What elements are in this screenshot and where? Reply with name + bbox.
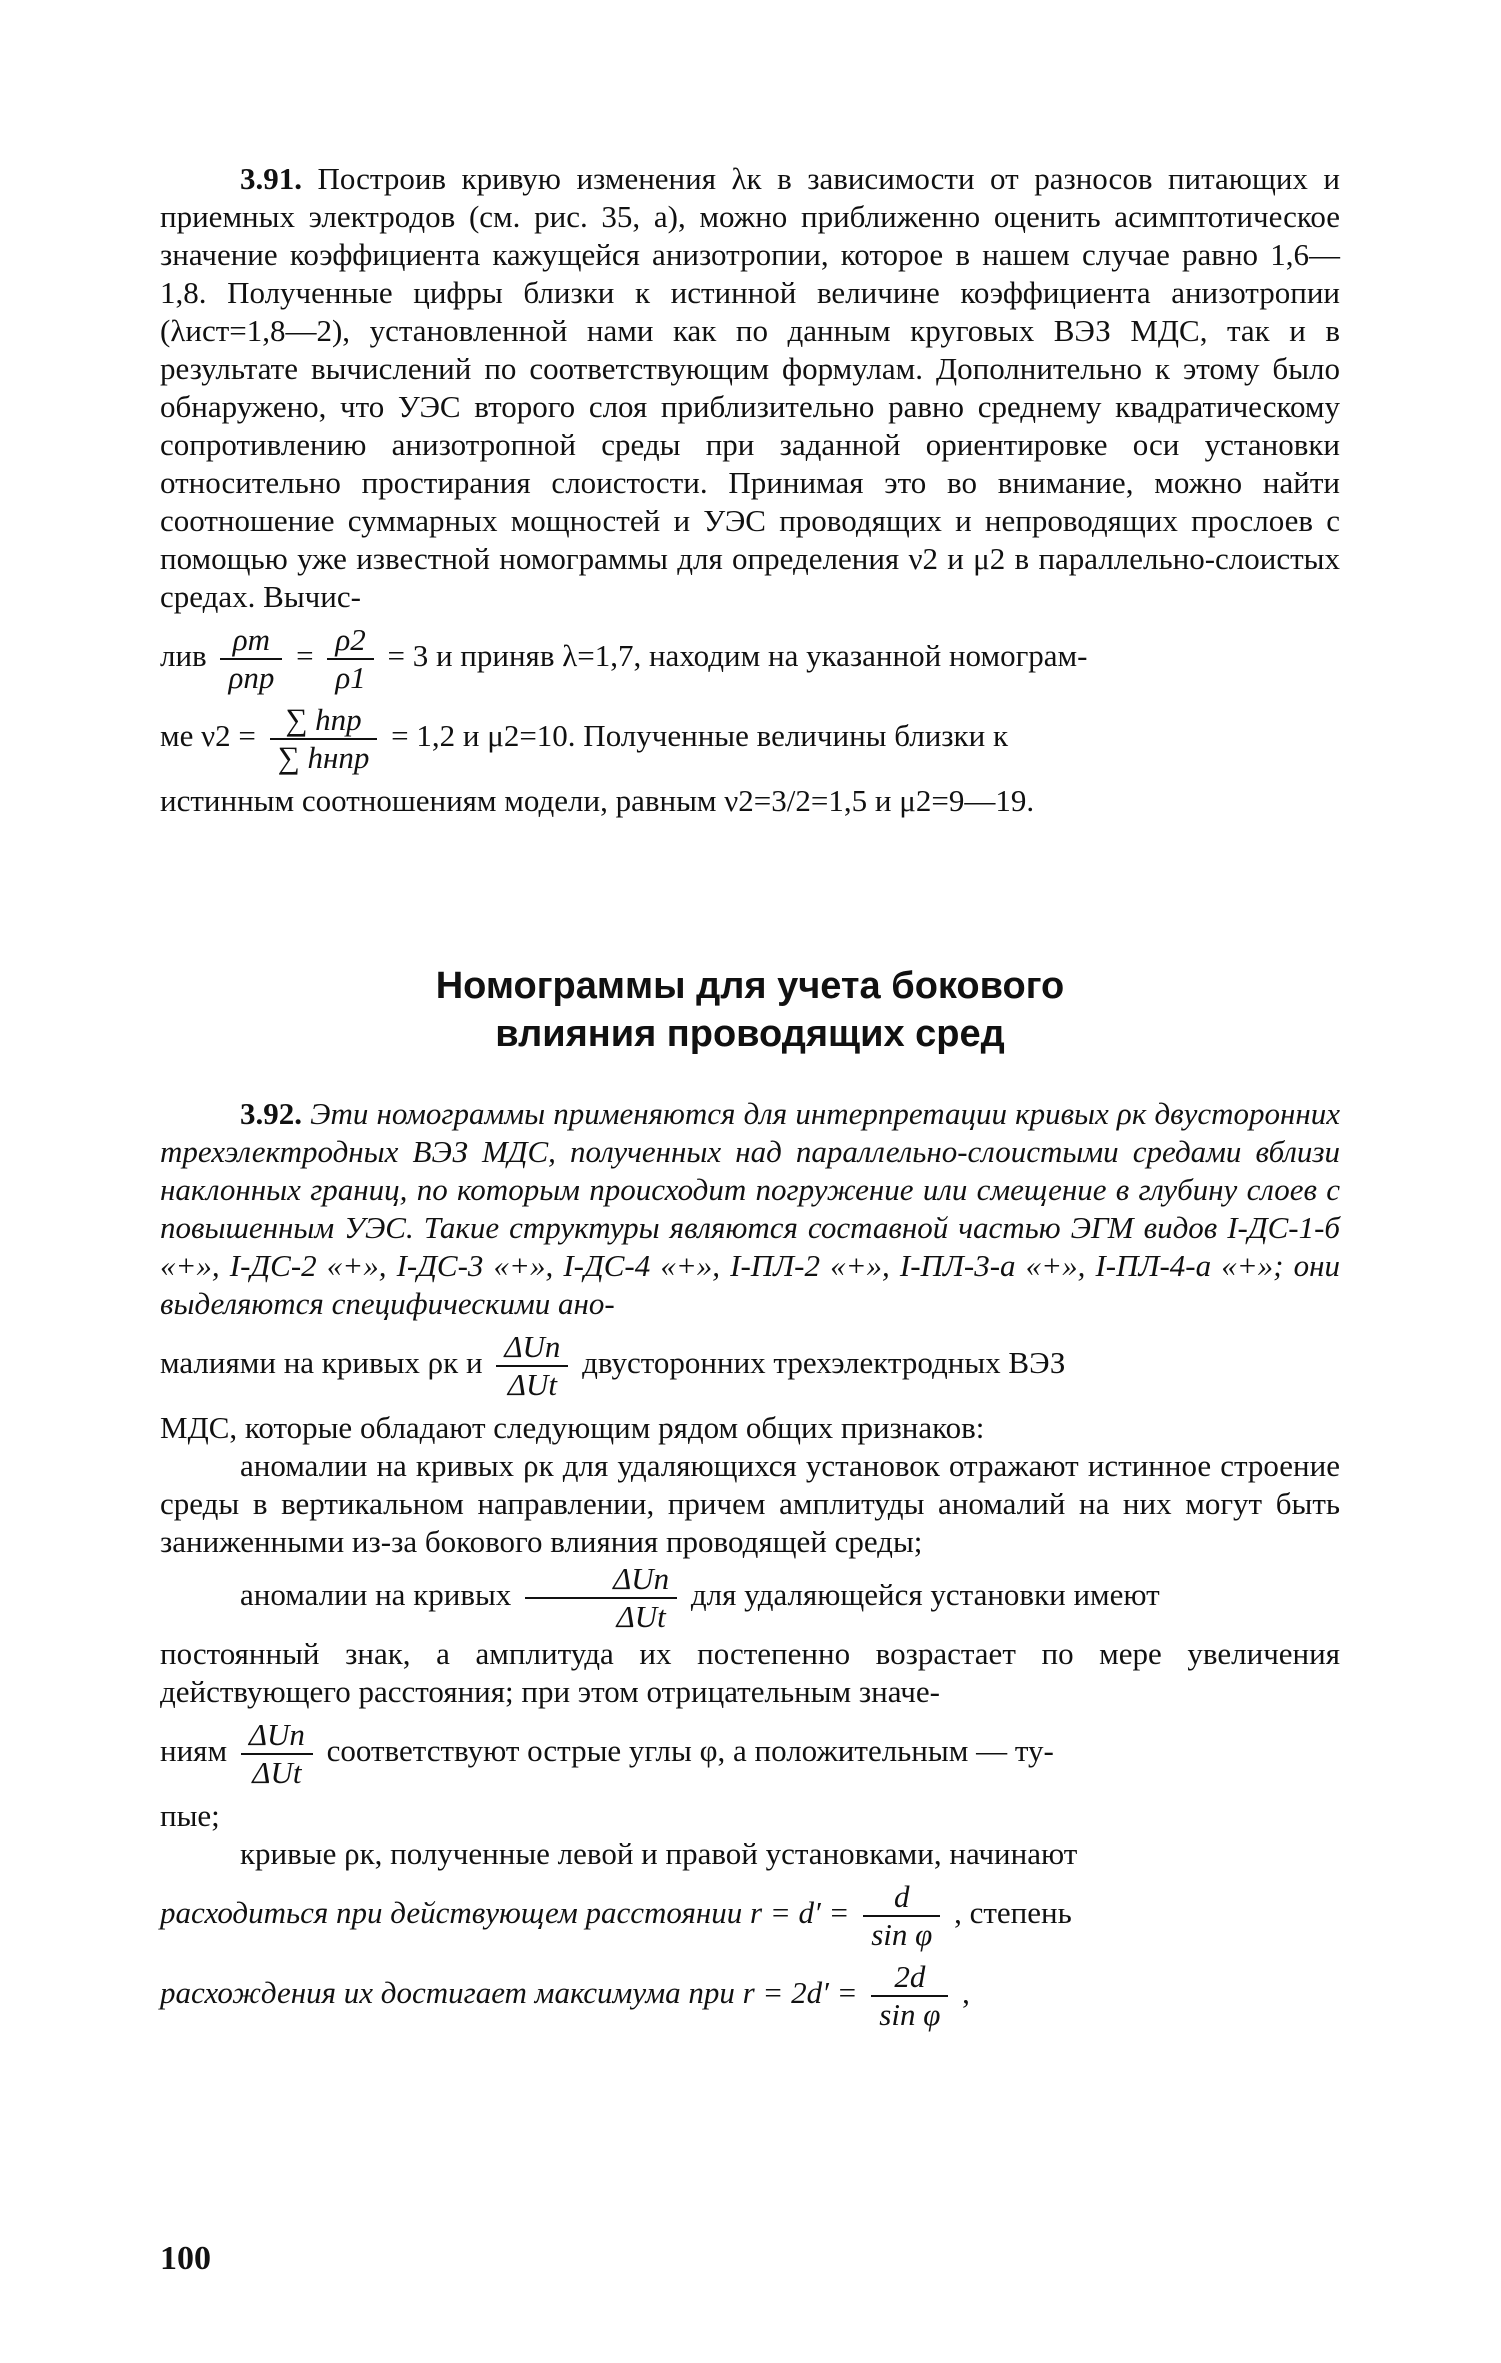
text-line: истинным соотношениям модели, равным ν2=3/2=1,5 и μ2=9—19. xyxy=(160,783,1035,818)
fraction-denominator: ρпр xyxy=(228,660,275,695)
fraction-numerator: 2d xyxy=(871,1959,948,1997)
text-fragment: = 3 и приняв λ=1,7, находим на указанной номограм- xyxy=(387,638,1088,674)
fraction-denominator: ΔUt xyxy=(507,1367,557,1402)
section-heading xyxy=(160,962,1340,1058)
fraction-denominator: sin φ xyxy=(871,1917,933,1952)
list-item-3: кривые ρк, полученные левой и правой установками, начинают xyxy=(240,1836,1078,1871)
fraction-sum-h xyxy=(270,702,378,776)
fraction-rho-m xyxy=(220,622,282,696)
text-fragment: , xyxy=(962,1975,970,2011)
formula-line xyxy=(160,1959,1340,2033)
fraction-numerator: ρm xyxy=(220,622,282,660)
section-number: 3.92. xyxy=(240,1096,302,1131)
paragraph-text: Построив кривую изменения λк в зависимости от разносов питающих и приемных электродов (см. рис. 35, а), можно приближенно оценить асимптотическое значение коэффициента кажущейся анизотропии, которое в нашем случае равно 1,6—1,8. Полученные цифры близки к истинной величине коэффициента анизотропии (λист=1,8—2), установленной нами как по данным круговых ВЭЗ МДС, так и в результате вычислений по соответствующим формулам. Дополнительно к этому было обнаружено, что УЭС второго слоя приблизительно равно среднему квадратическому сопротивлению анизотропной среды при заданной ориентировке оси установки относительно простирания слоистости. Принимая это во внимание, можно найти соотношение суммарных мощностей и УЭС проводящих и непроводящих прослоев с помощью уже известной номограммы для определения ν2 и μ2 в параллельно-слоистых средах. Вычис- xyxy=(160,161,1341,614)
fraction-numerator: ΔUn xyxy=(241,1717,313,1755)
paragraph-text: Эти номограммы применяются для интерпретации кривых ρк двусторонних трехэлектродных ВЭЗ МДС, полученных над параллельно-слоистыми средами вблизи наклонных границ, по которым происходит погружение или смещение в глубину слоев с повышенным УЭС. Такие структуры являются составной частью ЭГМ видов I-ДС-1-б «+», I-ДС-2 «+», I-ДС-3 «+», I-ДС-4 «+», I-ПЛ-2 «+», I-ПЛ-3-а «+», I-ПЛ-4-а «+»; они выделяются специфическими ано- xyxy=(160,1096,1341,1321)
list-item-1: аномалии на кривых ρк для удаляющихся установок отражают истинное строение среды в вертикальном направлении, причем амплитуды аномалий на них могут быть заниженными из-за бокового влияния проводящей среды; xyxy=(160,1448,1340,1559)
formula-line xyxy=(160,1329,1340,1403)
text-line: МДС, которые обладают следующим рядом общих признаков: xyxy=(160,1410,985,1445)
fraction-delta-u xyxy=(496,1329,568,1403)
fraction-rho-2 xyxy=(327,622,373,696)
fraction-numerator: ρ2 xyxy=(327,622,373,660)
formula-line-1 xyxy=(160,622,1340,696)
section-3-92 xyxy=(160,1095,1340,2039)
fraction-denominator: ΔUt xyxy=(252,1755,302,1790)
formula-line-2 xyxy=(160,702,1340,776)
text-fragment: расходиться при действующем расстоянии r = d′ = xyxy=(160,1895,850,1931)
section-number: 3.91. xyxy=(240,161,302,196)
text-fragment: соответствуют острые углы φ, а положительным — ту- xyxy=(326,1733,1054,1769)
text-fragment: расхождения их достигает максимума при r = 2d′ = xyxy=(160,1975,858,2011)
fraction-denominator: ΔUt xyxy=(616,1599,666,1634)
fraction-numerator: ΔUn xyxy=(496,1329,568,1367)
fraction-denominator: ∑ hнпр xyxy=(277,740,370,775)
text-fragment: , степень xyxy=(954,1895,1072,1931)
formula-line xyxy=(160,1717,1340,1791)
text-fragment: ме ν2 = xyxy=(160,718,256,754)
formula-line xyxy=(160,1879,1340,1953)
paragraph-3-92 xyxy=(160,1095,1340,1323)
list-item-2 xyxy=(160,1561,1340,1635)
fraction-delta-u xyxy=(525,1561,677,1635)
text-fragment: = 1,2 и μ2=10. Полученные величины близки к xyxy=(391,718,1009,754)
equals-sign: = xyxy=(296,638,314,674)
paragraph-3-91 xyxy=(160,160,1340,616)
fraction-numerator: ∑ hпр xyxy=(270,702,378,740)
text-fragment: двусторонних трехэлектродных ВЭЗ xyxy=(582,1345,1066,1381)
text-fragment: лив xyxy=(160,638,207,674)
fraction-denominator: sin φ xyxy=(879,1997,941,2032)
fraction-delta-u xyxy=(241,1717,313,1791)
heading-line: Номограммы для учета бокового xyxy=(435,965,1065,1007)
heading-line: влияния проводящих сред xyxy=(495,1013,1005,1055)
text-fragment: для удаляющейся установки имеют xyxy=(690,1577,1160,1613)
text-line: постоянный знак, а амплитуда их постепенно возрастает по мере увеличения действующего расстояния; при этом отрицательным значе- xyxy=(160,1636,1340,1709)
fraction-d-sin xyxy=(863,1879,940,1953)
page-number: 100 xyxy=(160,2240,211,2277)
section-3-91 xyxy=(160,160,1340,826)
text-line: пые; xyxy=(160,1798,220,1833)
fraction-2d-sin xyxy=(871,1959,948,2033)
fraction-numerator: d xyxy=(863,1879,940,1917)
fraction-numerator: ΔUn xyxy=(525,1561,677,1599)
text-fragment: аномалии на кривых xyxy=(240,1577,512,1613)
fraction-denominator: ρ1 xyxy=(335,660,366,695)
text-fragment: малиями на кривых ρк и xyxy=(160,1345,483,1381)
text-fragment: ниям xyxy=(160,1733,228,1769)
